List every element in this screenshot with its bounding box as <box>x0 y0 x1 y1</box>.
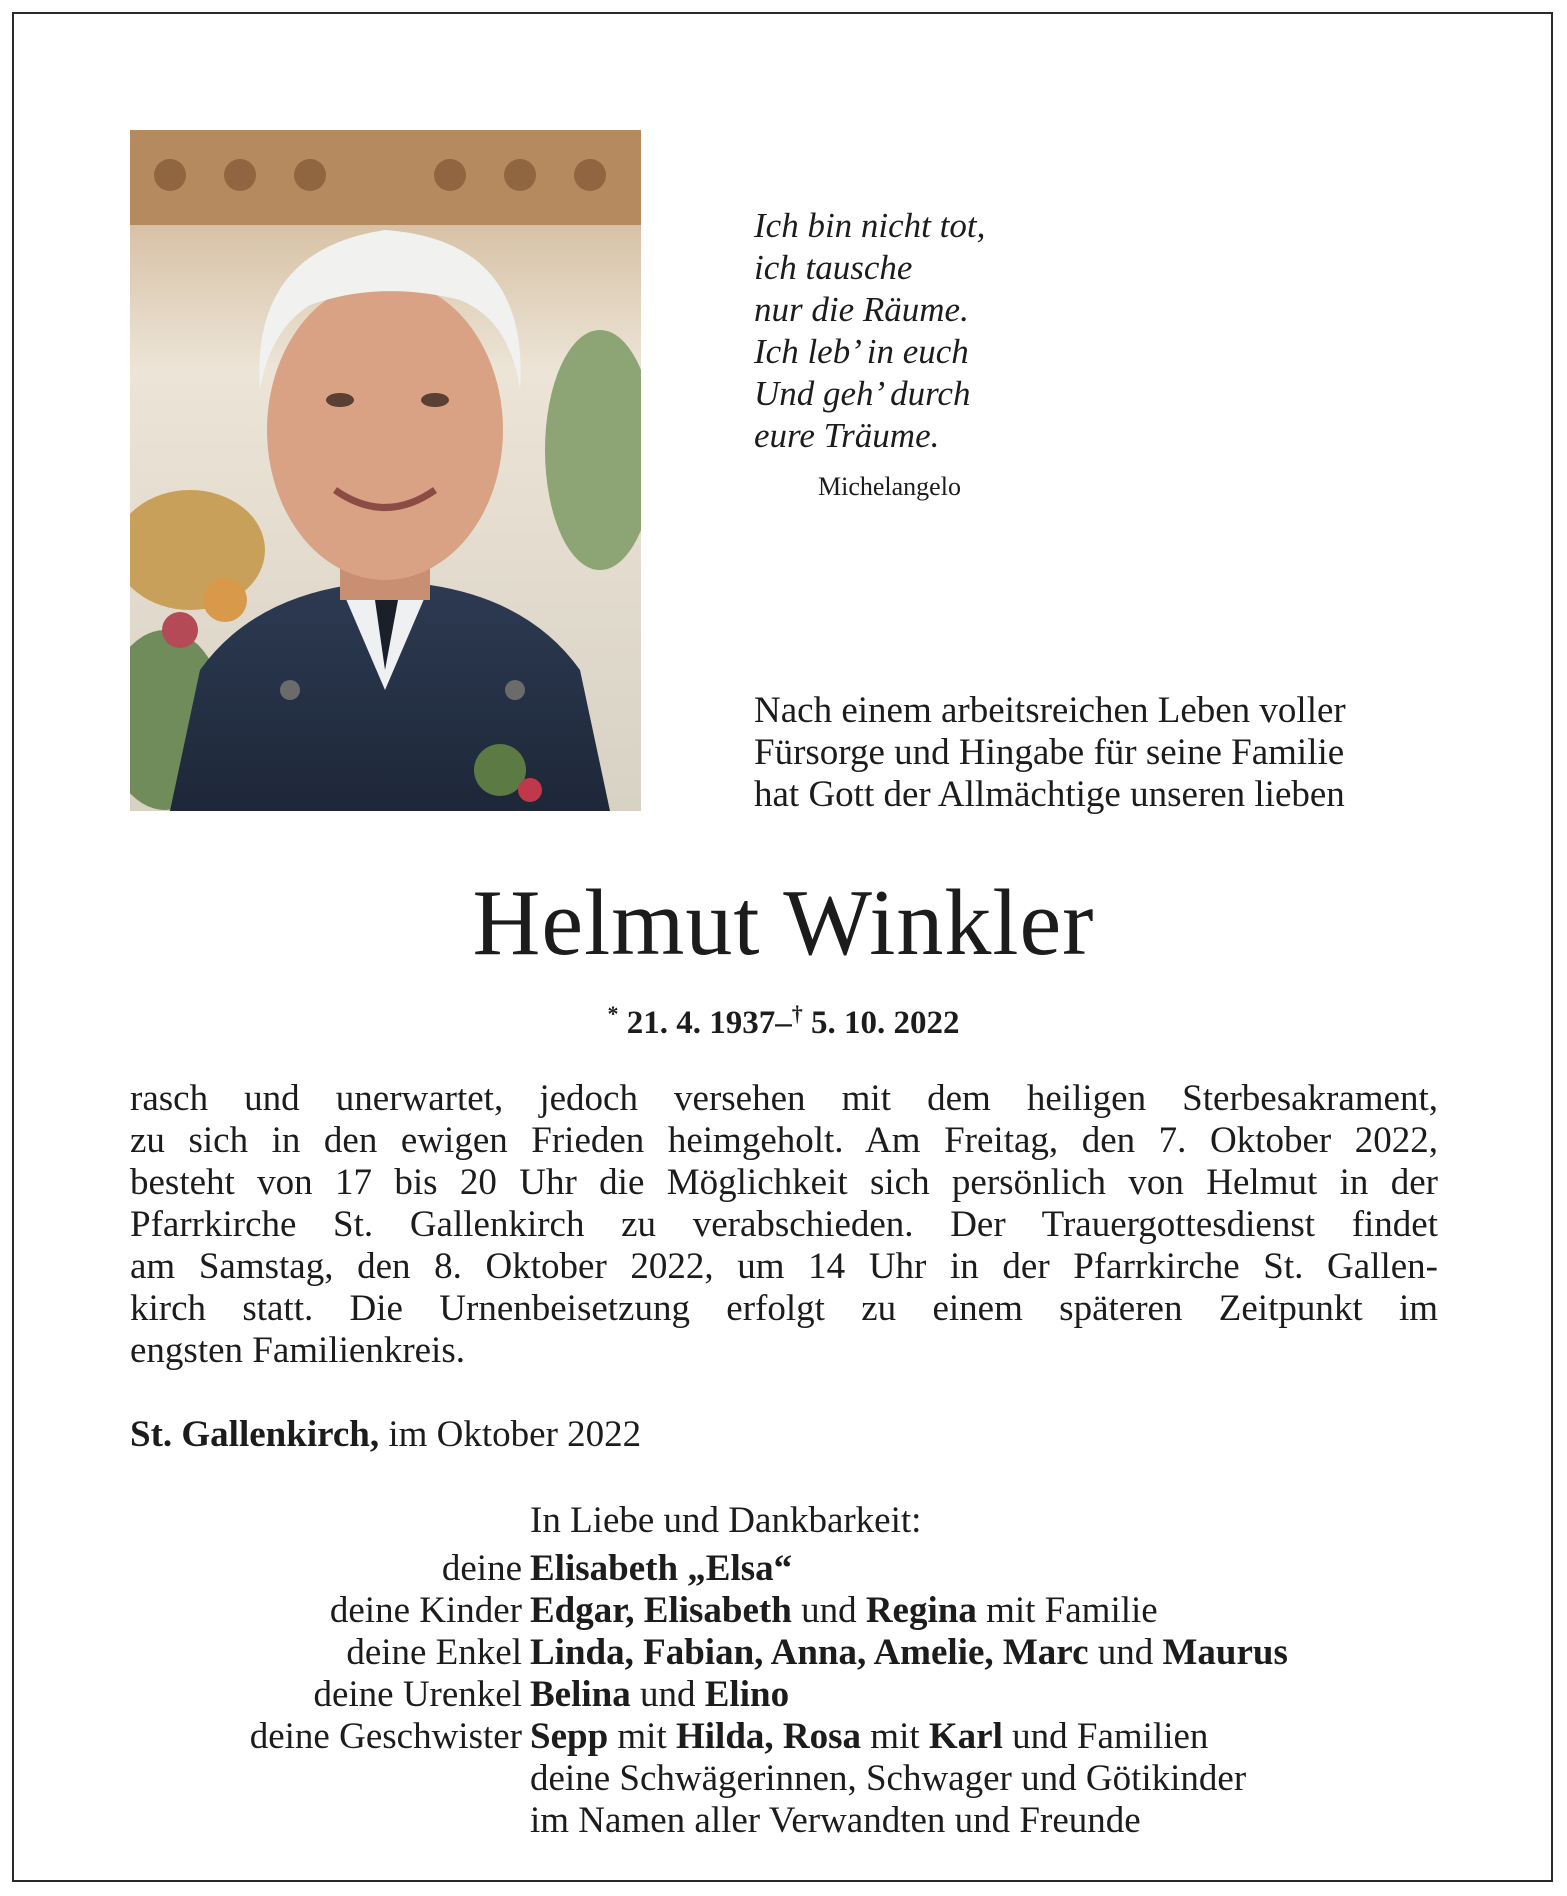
mourner-row-grandchildren <box>130 1632 1470 1674</box>
intro-line: Fürsorge und Hingabe für seine Familie <box>754 732 1345 773</box>
mourner-name: Linda, Fabian, Anna, Amelie, Marc <box>530 1632 1089 1673</box>
mourner-row-siblings <box>130 1716 1470 1758</box>
mourner-name: Belina <box>530 1674 631 1715</box>
body-line: am Samstag, den 8. Oktober 2022, um 14 Uhr in der Pfarrkirche St. Gallen- <box>130 1246 1438 1287</box>
body-line: rasch und unerwartet, jedoch versehen mit dem heiligen Sterbesakrament, <box>130 1078 1438 1119</box>
intro-line: hat Gott der Allmächtige unseren lieben <box>754 774 1345 815</box>
mourner-conjunction: und <box>1097 1632 1154 1673</box>
mourner-conjunction: mit <box>870 1716 920 1757</box>
mourner-conjunction: und <box>640 1674 696 1715</box>
mourner-suffix: und Familien <box>1012 1716 1209 1757</box>
mourner-label: deine Kinder <box>329 1590 522 1631</box>
mourner-row-great-grandchildren <box>130 1674 1470 1716</box>
body-paragraph <box>130 1078 1438 1372</box>
poem-line: Ich leb’ in euch <box>754 332 969 371</box>
mourner-name: Elino <box>704 1674 790 1715</box>
body-line: Pfarrkirche St. Gallenkirch zu verabschieden. Der Trauergottesdienst findet <box>130 1204 1438 1245</box>
mourner-name: Sepp <box>530 1716 609 1757</box>
deceased-name: Helmut Winkler <box>472 871 1095 975</box>
intro-text <box>754 690 1346 816</box>
birth-date: 21. 4. 1937 <box>626 1005 776 1041</box>
mourner-name: Elisabeth „Elsa“ <box>530 1548 793 1589</box>
death-date: 5. 10. 2022 <box>811 1005 960 1041</box>
mourner-name: Hilda, Rosa <box>676 1716 862 1757</box>
mourners-list <box>130 1548 1470 1842</box>
mourner-relatives: im Namen aller Verwandten und Freunde <box>530 1800 1141 1841</box>
body-line: kirch statt. Die Urnenbeisetzung erfolgt zu einem späteren Zeitpunkt im <box>130 1288 1438 1329</box>
intro-line: Nach einem arbeitsreichen Leben voller <box>754 690 1346 731</box>
mourner-suffix: mit Familie <box>986 1590 1158 1631</box>
poem-line: eure Träume. <box>754 416 940 455</box>
mourner-name: Maurus <box>1162 1632 1288 1673</box>
poem-line: ich tausche <box>754 248 913 287</box>
mourner-conjunction: und <box>801 1590 857 1631</box>
body-line: zu sich in den ewigen Frieden heimgeholt. Am Freitag, den 7. Oktober 2022, <box>130 1120 1438 1161</box>
mourner-name: Karl <box>928 1716 1003 1757</box>
life-dates <box>0 994 1567 1043</box>
portrait-photo <box>130 130 641 811</box>
mourner-row-children <box>130 1590 1470 1632</box>
body-line: besteht von 17 bis 20 Uhr die Möglichkeit sich persönlich von Helmut in der <box>130 1162 1438 1203</box>
mourner-label: deine Urenkel <box>313 1674 522 1715</box>
poem-line: Und geh’ durch <box>754 374 971 413</box>
mourner-inlaws: deine Schwägerinnen, Schwager und Götikinder <box>530 1758 1247 1799</box>
poem-line: Ich bin nicht tot, <box>754 206 986 245</box>
poem-line: nur die Räume. <box>754 290 969 329</box>
mourner-label: deine Enkel <box>346 1632 522 1673</box>
poem-quote <box>754 205 985 457</box>
mourner-row-wife <box>130 1548 1470 1590</box>
death-symbol: † <box>791 1001 803 1026</box>
mourner-name: Edgar, Elisabeth <box>530 1590 792 1631</box>
mourner-label: deine Geschwister <box>249 1716 522 1757</box>
place-date <box>130 1414 641 1456</box>
mourner-name: Regina <box>865 1590 977 1631</box>
body-line: engsten Familienkreis. <box>130 1330 465 1371</box>
place-town: St. Gallenkirch, <box>130 1414 380 1455</box>
date-separator: – <box>775 1005 792 1041</box>
place-date-text: im Oktober 2022 <box>388 1414 642 1455</box>
mourner-label: deine <box>441 1548 522 1589</box>
mourner-conjunction: mit <box>617 1716 667 1757</box>
thanks-heading: In Liebe und Dankbarkeit: <box>530 1500 922 1541</box>
birth-symbol: * <box>607 1001 619 1026</box>
poem-author: Michelangelo <box>818 472 961 501</box>
